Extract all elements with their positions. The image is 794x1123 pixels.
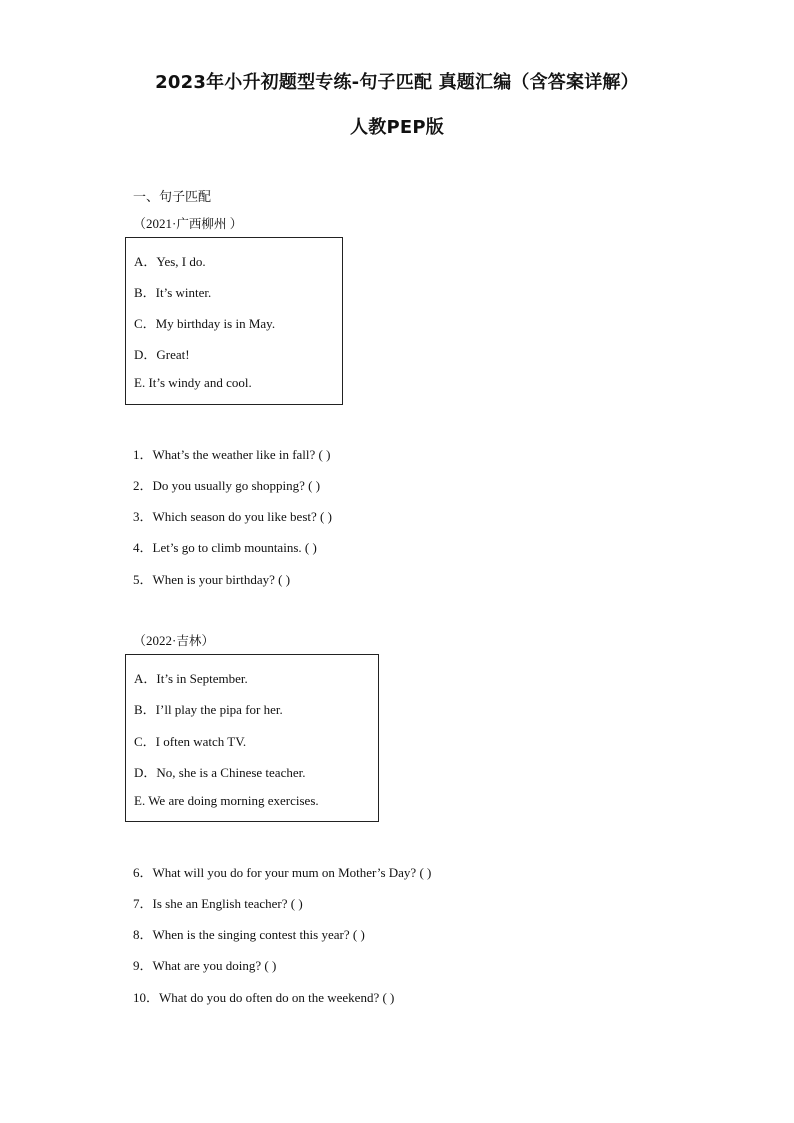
source-open: （2022· xyxy=(133,633,177,648)
question-8: 8．When is the singing contest this year? ( ) xyxy=(133,927,365,942)
option-a: A．Yes, I do. xyxy=(134,254,206,269)
option-d: D．No, she is a Chinese teacher. xyxy=(134,765,306,780)
source-place: 吉林 xyxy=(176,633,202,648)
section-heading: 一、句子匹配 xyxy=(133,190,212,205)
source-close: ） xyxy=(201,633,215,648)
source-open: （2021· xyxy=(133,216,177,231)
question-9: 9．What are you doing? ( ) xyxy=(133,958,277,973)
options-box-2 xyxy=(125,654,379,822)
question-1: 1．What’s the weather like in fall? ( ) xyxy=(133,447,331,462)
option-b: B．It’s winter. xyxy=(134,285,212,300)
option-a: A．It’s in September. xyxy=(134,671,248,686)
document-subtitle: 人教PEP版 xyxy=(350,117,444,138)
source-close: ） xyxy=(226,216,243,231)
source-place: 广西柳州 xyxy=(176,216,227,231)
question-7: 7．Is she an English teacher? ( ) xyxy=(133,896,303,911)
option-e: E. It’s windy and cool. xyxy=(134,375,252,390)
question-6: 6．What will you do for your mum on Mother’s Day? ( ) xyxy=(133,865,432,880)
option-d: D．Great! xyxy=(134,347,190,362)
question-5: 5．When is your birthday? ( ) xyxy=(133,572,291,587)
option-b: B．I’ll play the pipa for her. xyxy=(134,702,283,717)
option-e: E. We are doing morning exercises. xyxy=(134,793,319,808)
source-label-2022 xyxy=(133,630,214,649)
question-4: 4．Let’s go to climb mountains. ( ) xyxy=(133,540,317,555)
question-2: 2．Do you usually go shopping? ( ) xyxy=(133,478,321,493)
options-box-1 xyxy=(125,237,343,405)
option-c: C．My birthday is in May. xyxy=(134,316,276,331)
question-3: 3．Which season do you like best? ( ) xyxy=(133,509,332,524)
question-10: 10．What do you do often do on the weekend? ( ) xyxy=(133,990,395,1005)
source-label-2021 xyxy=(133,213,243,232)
document-title: 2023年小升初题型专练-句子匹配 真题汇编（含答案详解） xyxy=(155,72,639,93)
option-c: C．I often watch TV. xyxy=(134,734,247,749)
